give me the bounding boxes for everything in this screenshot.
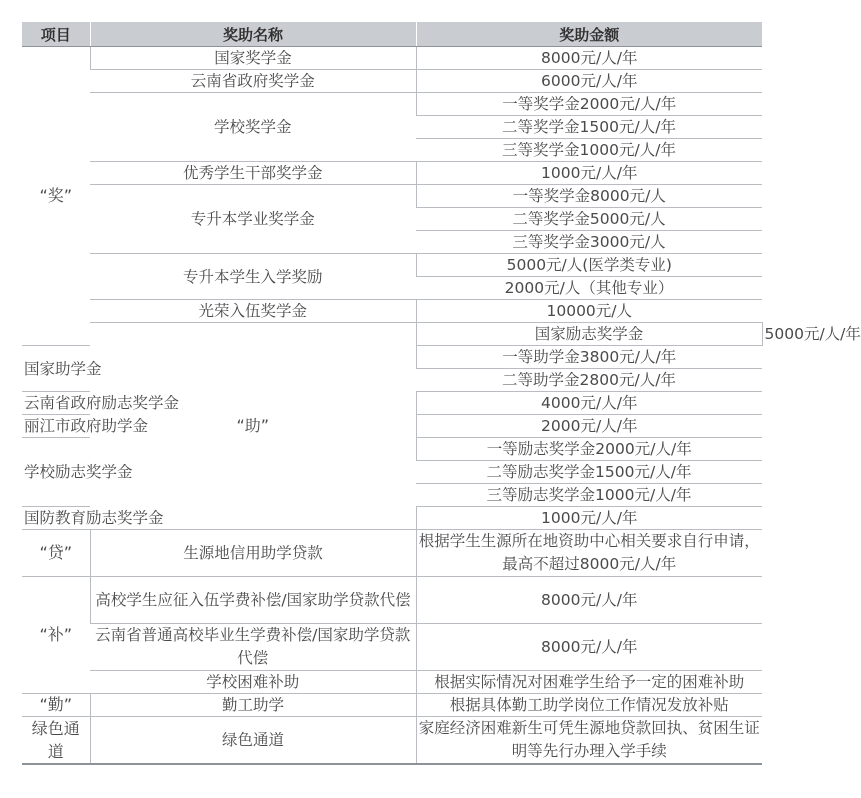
table-row: “助” 国家励志奖学金 5000元/人/年 bbox=[22, 323, 762, 346]
table-row bbox=[22, 47, 762, 70]
table-row bbox=[22, 70, 762, 93]
category-bu: “补” bbox=[22, 577, 90, 694]
aid-name: 国家励志奖学金 bbox=[416, 323, 762, 346]
aid-name: 高校学生应征入伍学费补偿/国家助学贷款代偿 bbox=[90, 577, 416, 624]
aid-name: 优秀学生干部奖学金 bbox=[90, 162, 416, 185]
aid-amount: 三等奖学金3000元/人 bbox=[416, 231, 762, 254]
aid-amount: 一等励志奖学金2000元/人/年 bbox=[416, 438, 762, 461]
header-aid-amount: 奖助金额 bbox=[416, 22, 762, 47]
aid-amount: 一等奖学金8000元/人 bbox=[416, 185, 762, 208]
header-aid-name: 奖助名称 bbox=[90, 22, 416, 47]
aid-amount: 一等奖学金2000元/人/年 bbox=[416, 93, 762, 116]
aid-name: 国家奖学金 bbox=[90, 47, 416, 70]
category-dai: “贷” bbox=[22, 530, 90, 577]
aid-amount: 三等励志奖学金1000元/人/年 bbox=[416, 484, 762, 507]
aid-amount: 8000元/人/年 bbox=[416, 624, 762, 671]
table-row bbox=[22, 694, 762, 717]
aid-amount: 二等励志奖学金1500元/人/年 bbox=[416, 461, 762, 484]
table-row bbox=[22, 254, 762, 277]
category-green-channel: 绿色通道 bbox=[22, 717, 90, 765]
aid-amount: 一等助学金3800元/人/年 bbox=[416, 346, 762, 369]
table-row bbox=[22, 162, 762, 185]
aid-amount: 6000元/人/年 bbox=[416, 70, 762, 93]
aid-amount: 1000元/人/年 bbox=[416, 162, 762, 185]
financial-aid-table bbox=[22, 22, 861, 765]
aid-name: 丽江市政府助学金 bbox=[22, 415, 90, 438]
aid-amount: 二等奖学金5000元/人 bbox=[416, 208, 762, 231]
aid-amount: 根据学生生源所在地资助中心相关要求自行申请，最高不超过8000元/人/年 bbox=[416, 530, 762, 577]
aid-name: 云南省普通高校毕业生学费补偿/国家助学贷款代偿 bbox=[90, 624, 416, 671]
aid-amount: 家庭经济困难新生可凭生源地贷款回执、贫困生证明等先行办理入学手续 bbox=[416, 717, 762, 765]
aid-name: 专升本学业奖学金 bbox=[90, 185, 416, 254]
aid-name: 云南省政府励志奖学金 bbox=[22, 392, 90, 415]
table-row bbox=[22, 577, 762, 624]
aid-amount: 根据具体勤工助学岗位工作情况发放补贴 bbox=[416, 694, 762, 717]
aid-amount: 4000元/人/年 bbox=[416, 392, 762, 415]
aid-amount: 二等助学金2800元/人/年 bbox=[416, 369, 762, 392]
aid-name: 光荣入伍奖学金 bbox=[90, 300, 416, 323]
table-header-row bbox=[22, 22, 762, 47]
table-row bbox=[22, 717, 762, 765]
table-row bbox=[22, 530, 762, 577]
aid-amount: 二等奖学金1500元/人/年 bbox=[416, 116, 762, 139]
aid-name: 生源地信用助学贷款 bbox=[90, 530, 416, 577]
aid-amount: 根据实际情况对困难学生给予一定的困难补助 bbox=[416, 671, 762, 694]
aid-amount: 5000元/人(医学类专业) bbox=[416, 254, 762, 277]
table-row bbox=[22, 624, 762, 671]
aid-name: 勤工助学 bbox=[90, 694, 416, 717]
category-zhu: “助” bbox=[90, 323, 416, 530]
aid-amount: 2000元/人（其他专业） bbox=[416, 277, 762, 300]
aid-amount: 三等奖学金1000元/人/年 bbox=[416, 139, 762, 162]
category-qin: “勤” bbox=[22, 694, 90, 717]
aid-name: 国防教育励志奖学金 bbox=[22, 507, 90, 530]
aid-amount: 1000元/人/年 bbox=[416, 507, 762, 530]
header-category: 项目 bbox=[22, 22, 90, 47]
aid-name: 学校奖学金 bbox=[90, 93, 416, 162]
aid-amount: 10000元/人 bbox=[416, 300, 762, 323]
aid-amount: 2000元/人/年 bbox=[416, 415, 762, 438]
table-row bbox=[22, 185, 762, 208]
aid-amount: 8000元/人/年 bbox=[416, 47, 762, 70]
table-row bbox=[22, 300, 762, 323]
aid-name: 学校励志奖学金 bbox=[22, 438, 90, 507]
aid-name: 专升本学生入学奖励 bbox=[90, 254, 416, 300]
aid-name: 学校困难补助 bbox=[90, 671, 416, 694]
aid-name: 国家助学金 bbox=[22, 346, 90, 392]
table-row bbox=[22, 93, 762, 116]
category-jiang: “奖” bbox=[22, 47, 90, 346]
aid-name: 云南省政府奖学金 bbox=[90, 70, 416, 93]
aid-amount: 8000元/人/年 bbox=[416, 577, 762, 624]
aid-table-container bbox=[22, 22, 861, 765]
table-row bbox=[22, 671, 762, 694]
aid-name: 绿色通道 bbox=[90, 717, 416, 765]
